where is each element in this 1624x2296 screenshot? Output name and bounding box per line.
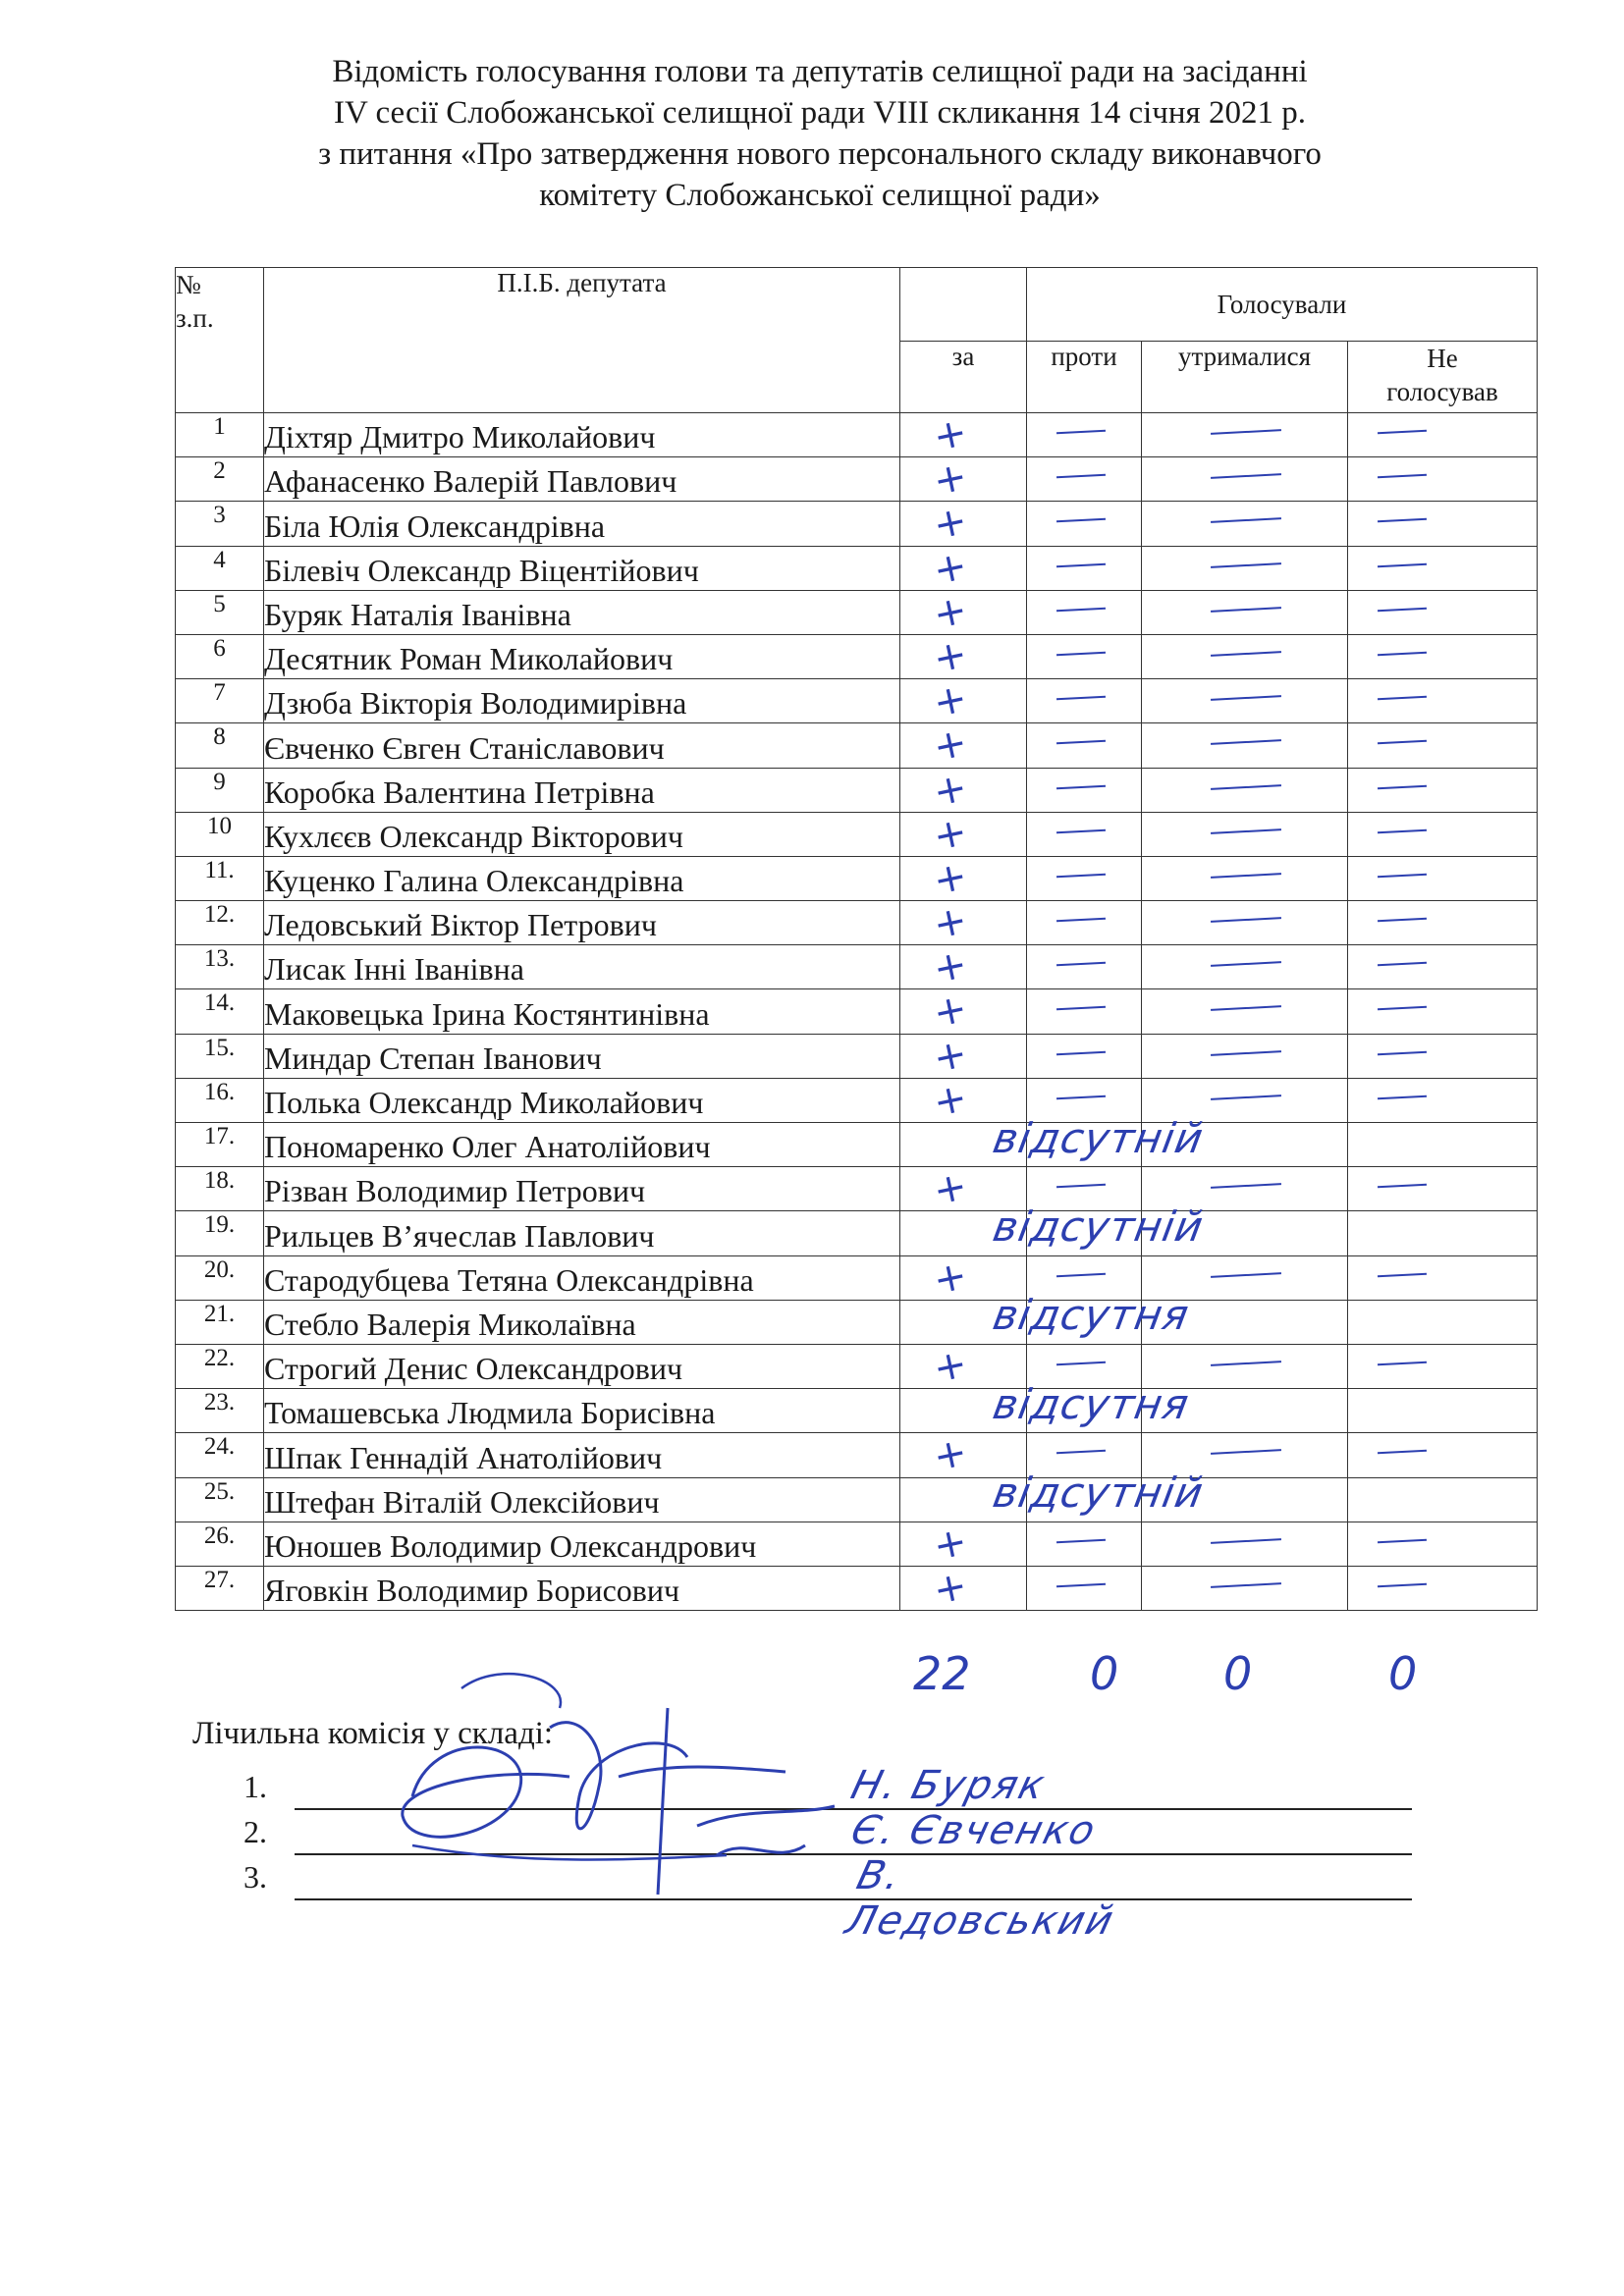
- member-number: 2.: [244, 1814, 267, 1849]
- dash-mark: [1378, 1184, 1427, 1189]
- deputy-name: Строгий Денис Олександрович: [264, 1344, 900, 1388]
- vote-against-cell: [1027, 768, 1142, 812]
- dash-mark: [1056, 918, 1106, 923]
- title-line-4: комітету Слобожанської селищної ради»: [539, 178, 1101, 213]
- vote-abstained-cell: [1142, 901, 1348, 945]
- vote-abstained-cell: [1142, 768, 1348, 812]
- dash-mark: [1211, 784, 1281, 790]
- vote-abstained-cell: [1142, 413, 1348, 457]
- header-number-text: № з.п.: [176, 270, 214, 333]
- row-number: 13.: [176, 945, 264, 989]
- dash-mark: [1378, 652, 1427, 657]
- plus-mark: +: [929, 1030, 971, 1082]
- vote-abstained-cell: [1142, 856, 1348, 900]
- dash-mark: [1211, 429, 1281, 435]
- row-number: 12.: [176, 901, 264, 945]
- table-row: [176, 945, 1538, 989]
- dash-mark: [1056, 1006, 1106, 1011]
- vote-abstained-cell: [1142, 1522, 1348, 1566]
- dash-mark: [1378, 1362, 1427, 1366]
- vote-abstained-cell: [1142, 679, 1348, 723]
- plus-mark: +: [929, 542, 971, 594]
- vote-not-voted-cell: [1348, 546, 1538, 590]
- row-number: 27.: [176, 1566, 264, 1610]
- dash-mark: [1211, 1449, 1281, 1455]
- total-abstained: 0: [1223, 1647, 1253, 1700]
- deputy-name: Діхтяр Дмитро Миколайович: [264, 413, 900, 457]
- dash-mark: [1378, 1272, 1427, 1277]
- header-voted: Голосували: [1027, 268, 1538, 342]
- header-blank: [900, 268, 1027, 342]
- row-number: 21.: [176, 1300, 264, 1344]
- deputy-name: Стародубцева Тетяна Олександрівна: [264, 1255, 900, 1300]
- dash-mark: [1378, 696, 1427, 701]
- row-number: 8: [176, 723, 264, 768]
- title-line-1: Відомість голосування голови та депутатів селищної ради на засіданні: [332, 54, 1308, 89]
- deputy-name: Юношев Володимир Олександрович: [264, 1522, 900, 1566]
- vote-not-voted-cell: [1348, 1344, 1538, 1388]
- plus-mark: +: [929, 1562, 971, 1614]
- deputy-name: Лисак Інні Іванівна: [264, 945, 900, 989]
- table-row: [176, 546, 1538, 590]
- dash-mark: [1378, 430, 1427, 435]
- plus-mark: +: [929, 941, 971, 993]
- vote-abstained-cell: [1142, 1566, 1348, 1610]
- vote-abstained-cell: [1142, 945, 1348, 989]
- vote-abstained-cell: [1142, 812, 1348, 856]
- row-number: 2: [176, 457, 264, 502]
- vote-for-cell: [900, 941, 1027, 993]
- vote-against-cell: [1027, 1566, 1142, 1610]
- vote-not-voted-cell: [1348, 989, 1538, 1034]
- absent-note: відсутній: [989, 1201, 1208, 1251]
- deputy-name: Маковецька Ірина Костянтинівна: [264, 989, 900, 1034]
- vote-not-voted-cell: [1348, 1078, 1538, 1122]
- vote-for-cell: [900, 675, 1027, 727]
- dash-mark: [1056, 430, 1106, 435]
- dash-mark: [1378, 1006, 1427, 1011]
- plus-mark: +: [929, 764, 971, 816]
- vote-not-voted-cell: [1348, 679, 1538, 723]
- dash-mark: [1211, 1538, 1281, 1544]
- total-against: 0: [1090, 1647, 1119, 1700]
- table-row: [176, 723, 1538, 768]
- deputy-name: Полька Олександр Миколайович: [264, 1078, 900, 1122]
- voting-table: [175, 267, 1538, 1614]
- vote-against-cell: [1027, 457, 1142, 502]
- total-not-voted: 0: [1388, 1647, 1418, 1700]
- vote-against-cell: [1027, 812, 1142, 856]
- row-number: 23.: [176, 1389, 264, 1433]
- vote-for-cell: [900, 1562, 1027, 1614]
- dash-mark: [1056, 1538, 1106, 1543]
- title-line-2: IV сесії Слобожанської селищної ради VIII скликання 14 січня 2021 р.: [334, 95, 1306, 131]
- plus-mark: +: [929, 808, 971, 860]
- row-number: 20.: [176, 1255, 264, 1300]
- row-number: 10: [176, 812, 264, 856]
- dash-mark: [1056, 1583, 1106, 1588]
- row-number: 7: [176, 679, 264, 723]
- vote-abstained-cell: [1142, 590, 1348, 634]
- vote-for-cell: [900, 409, 1027, 460]
- dash-mark: [1211, 917, 1281, 923]
- dash-mark: [1056, 474, 1106, 479]
- header-not-voted-text: Не голосував: [1386, 344, 1498, 406]
- plus-mark: +: [929, 1429, 971, 1481]
- row-number: 25.: [176, 1477, 264, 1522]
- vote-not-voted-cell: [1348, 1477, 1538, 1522]
- deputy-name: Штефан Віталій Олексійович: [264, 1477, 900, 1522]
- row-number: 3: [176, 502, 264, 546]
- header-against: проти: [1027, 342, 1142, 413]
- row-number: 22.: [176, 1344, 264, 1388]
- plus-mark: +: [929, 630, 971, 682]
- table-row: [176, 1389, 1538, 1433]
- row-number: 19.: [176, 1211, 264, 1255]
- absent-note: відсутня: [989, 1291, 1193, 1340]
- dash-mark: [1211, 607, 1281, 613]
- vote-for-cell: [900, 630, 1027, 682]
- plus-mark: +: [929, 454, 971, 506]
- dash-mark: [1056, 1184, 1106, 1189]
- row-number: 17.: [176, 1123, 264, 1167]
- dash-mark: [1211, 695, 1281, 701]
- vote-against-cell: [1027, 502, 1142, 546]
- deputy-name: Пономаренко Олег Анатолійович: [264, 1123, 900, 1167]
- vote-not-voted-cell: [1348, 502, 1538, 546]
- deputy-name: Різван Володимир Петрович: [264, 1167, 900, 1211]
- table-row: [176, 1300, 1538, 1344]
- row-number: 26.: [176, 1522, 264, 1566]
- vote-for-cell: [900, 1518, 1027, 1570]
- row-number: 6: [176, 634, 264, 678]
- deputy-name: Білевіч Олександр Віцентійович: [264, 546, 900, 590]
- vote-not-voted-cell: [1348, 856, 1538, 900]
- dash-mark: [1056, 784, 1106, 789]
- table-row: [176, 413, 1538, 457]
- dash-mark: [1378, 828, 1427, 833]
- dash-mark: [1211, 1582, 1281, 1588]
- vote-not-voted-cell: [1348, 413, 1538, 457]
- plus-mark: +: [929, 1163, 971, 1215]
- vote-not-voted-cell: [1348, 812, 1538, 856]
- dash-mark: [1056, 1272, 1106, 1277]
- vote-not-voted-cell: [1348, 1433, 1538, 1477]
- table-row: [176, 590, 1538, 634]
- dash-mark: [1056, 1050, 1106, 1055]
- deputy-name: Буряк Наталія Іванівна: [264, 590, 900, 634]
- vote-for-cell: [900, 720, 1027, 772]
- deputy-name: Томашевська Людмила Борисівна: [264, 1389, 900, 1433]
- table-row: [176, 1167, 1538, 1211]
- dash-mark: [1378, 562, 1427, 567]
- table-row: [176, 1123, 1538, 1167]
- vote-for-cell: [900, 1030, 1027, 1082]
- header-for: за: [900, 342, 1027, 413]
- plus-mark: +: [929, 720, 971, 772]
- table-row: [176, 989, 1538, 1034]
- table-row: [176, 679, 1538, 723]
- dash-mark: [1378, 607, 1427, 612]
- dash-mark: [1378, 740, 1427, 745]
- row-number: 9: [176, 768, 264, 812]
- plus-mark: +: [929, 586, 971, 638]
- header-name: П.І.Б. депутата: [264, 268, 900, 413]
- commission-label: Лічильна комісія у складі:: [192, 1716, 554, 1751]
- vote-for-cell: [900, 586, 1027, 638]
- deputy-name: Ледовський Віктор Петрович: [264, 901, 900, 945]
- dash-mark: [1056, 828, 1106, 833]
- dash-mark: [1378, 784, 1427, 789]
- member-name: Н. Буряк: [846, 1763, 1051, 1808]
- dash-mark: [1378, 474, 1427, 479]
- dash-mark: [1211, 1095, 1281, 1100]
- vote-against-cell: [1027, 590, 1142, 634]
- table-row: [176, 856, 1538, 900]
- dash-mark: [1211, 739, 1281, 745]
- table-row: [176, 768, 1538, 812]
- plus-mark: +: [929, 1252, 971, 1304]
- dash-mark: [1056, 740, 1106, 745]
- row-number: 18.: [176, 1167, 264, 1211]
- dash-mark: [1378, 1583, 1427, 1588]
- vote-for-cell: [900, 986, 1027, 1038]
- handwritten-signatures: [373, 1669, 923, 1914]
- row-number: 16.: [176, 1078, 264, 1122]
- vote-for-cell: [900, 454, 1027, 506]
- deputy-name: Кухлєєв Олександр Вікторович: [264, 812, 900, 856]
- row-number: 11.: [176, 856, 264, 900]
- vote-for-cell: [900, 852, 1027, 904]
- dash-mark: [1378, 518, 1427, 523]
- table-row: [176, 502, 1538, 546]
- dash-mark: [1378, 962, 1427, 967]
- dash-mark: [1211, 1183, 1281, 1189]
- plus-mark: +: [929, 1340, 971, 1392]
- deputy-name: Куценко Галина Олександрівна: [264, 856, 900, 900]
- deputy-name: Біла Юлія Олександрівна: [264, 502, 900, 546]
- vote-not-voted-cell: [1348, 1389, 1538, 1433]
- member-name: Є. Євченко: [846, 1808, 1102, 1853]
- table-row: [176, 1433, 1538, 1477]
- dash-mark: [1378, 1450, 1427, 1455]
- dash-mark: [1378, 1095, 1427, 1100]
- dash-mark: [1211, 651, 1281, 657]
- vote-abstained-cell: [1142, 546, 1348, 590]
- dash-mark: [1056, 696, 1106, 701]
- plus-mark: +: [929, 1518, 971, 1570]
- dash-mark: [1211, 873, 1281, 879]
- header-number: [176, 268, 264, 413]
- dash-mark: [1211, 961, 1281, 967]
- vote-not-voted-cell: [1348, 634, 1538, 678]
- dash-mark: [1056, 962, 1106, 967]
- deputy-name: Яговкін Володимир Борисович: [264, 1566, 900, 1610]
- member-number: 3.: [244, 1859, 267, 1895]
- absent-note: відсутня: [989, 1379, 1193, 1428]
- vote-for-cell: [900, 542, 1027, 594]
- vote-for-cell: [900, 764, 1027, 816]
- voting-table-body: [176, 409, 1538, 1614]
- deputy-name: Дзюба Вікторія Володимирівна: [264, 679, 900, 723]
- row-number: 14.: [176, 989, 264, 1034]
- plus-mark: +: [929, 675, 971, 727]
- title-line-3: з питання «Про затвердження нового персонального складу виконавчого: [318, 136, 1322, 172]
- plus-mark: +: [929, 409, 971, 460]
- deputy-name: Миндар Степан Іванович: [264, 1034, 900, 1078]
- plus-mark: +: [929, 986, 971, 1038]
- absent-note: відсутній: [989, 1468, 1208, 1517]
- row-number: 4: [176, 546, 264, 590]
- vote-not-voted-cell: [1348, 945, 1538, 989]
- vote-abstained-cell: [1142, 723, 1348, 768]
- vote-not-voted-cell: [1348, 1522, 1538, 1566]
- table-row: [176, 634, 1538, 678]
- dash-mark: [1056, 652, 1106, 657]
- plus-mark: +: [929, 498, 971, 550]
- plus-mark: +: [929, 852, 971, 904]
- deputy-name: Рильцев В’ячеслав Павлович: [264, 1211, 900, 1255]
- vote-not-voted-cell: [1348, 1167, 1538, 1211]
- row-number: 5: [176, 590, 264, 634]
- vote-for-cell: [900, 897, 1027, 949]
- vote-not-voted-cell: [1348, 1566, 1538, 1610]
- vote-against-cell: [1027, 901, 1142, 945]
- vote-against-cell: [1027, 413, 1142, 457]
- vote-not-voted-cell: [1348, 590, 1538, 634]
- table-row: [176, 1078, 1538, 1122]
- dash-mark: [1056, 1362, 1106, 1366]
- header-not-voted: [1348, 342, 1538, 413]
- vote-against-cell: [1027, 723, 1142, 768]
- table-row: [176, 1255, 1538, 1300]
- row-number: 1: [176, 413, 264, 457]
- dash-mark: [1211, 828, 1281, 834]
- dash-mark: [1211, 473, 1281, 479]
- vote-against-cell: [1027, 546, 1142, 590]
- table-row: [176, 1477, 1538, 1522]
- vote-not-voted-cell: [1348, 1300, 1538, 1344]
- deputy-name: Стебло Валерія Миколаївна: [264, 1300, 900, 1344]
- table-row: [176, 1566, 1538, 1610]
- deputy-name: Шпак Геннадій Анатолійович: [264, 1433, 900, 1477]
- member-name: В. Ледовський: [840, 1853, 1120, 1944]
- deputy-name: Євченко Євген Станіславович: [264, 723, 900, 768]
- member-number: 1.: [244, 1769, 267, 1804]
- vote-for-cell: [900, 808, 1027, 860]
- vote-not-voted-cell: [1348, 1123, 1538, 1167]
- dash-mark: [1211, 1050, 1281, 1056]
- row-number: 24.: [176, 1433, 264, 1477]
- vote-not-voted-cell: [1348, 901, 1538, 945]
- table-row: [176, 1211, 1538, 1255]
- total-for: 22: [913, 1647, 971, 1700]
- dash-mark: [1211, 1272, 1281, 1278]
- plus-mark: +: [929, 1074, 971, 1126]
- dash-mark: [1056, 1095, 1106, 1100]
- plus-mark: +: [929, 897, 971, 949]
- vote-against-cell: [1027, 634, 1142, 678]
- dash-mark: [1378, 874, 1427, 879]
- dash-mark: [1378, 1050, 1427, 1055]
- table-row: [176, 901, 1538, 945]
- dash-mark: [1211, 1006, 1281, 1012]
- dash-mark: [1056, 518, 1106, 523]
- deputy-name: Афанасенко Валерій Павлович: [264, 457, 900, 502]
- vote-not-voted-cell: [1348, 1211, 1538, 1255]
- dash-mark: [1056, 562, 1106, 567]
- dash-mark: [1211, 562, 1281, 568]
- vote-not-voted-cell: [1348, 723, 1538, 768]
- vote-not-voted-cell: [1348, 1034, 1538, 1078]
- dash-mark: [1378, 918, 1427, 923]
- dash-mark: [1378, 1538, 1427, 1543]
- absent-note: відсутній: [989, 1113, 1208, 1162]
- table-row: [176, 1034, 1538, 1078]
- row-number: 15.: [176, 1034, 264, 1078]
- table-row: [176, 1344, 1538, 1388]
- document-title: [172, 51, 1468, 216]
- dash-mark: [1056, 607, 1106, 612]
- vote-against-cell: [1027, 679, 1142, 723]
- vote-against-cell: [1027, 945, 1142, 989]
- table-row: [176, 1522, 1538, 1566]
- vote-for-cell: [900, 498, 1027, 550]
- table-row: [176, 457, 1538, 502]
- table-row: [176, 812, 1538, 856]
- vote-not-voted-cell: [1348, 768, 1538, 812]
- dash-mark: [1056, 1450, 1106, 1455]
- vote-abstained-cell: [1142, 989, 1348, 1034]
- header-abstained: утрималися: [1142, 342, 1348, 413]
- vote-against-cell: [1027, 1522, 1142, 1566]
- vote-against-cell: [1027, 989, 1142, 1034]
- vote-not-voted-cell: [1348, 1255, 1538, 1300]
- vote-against-cell: [1027, 856, 1142, 900]
- deputy-name: Коробка Валентина Петрівна: [264, 768, 900, 812]
- vote-against-cell: [1027, 1034, 1142, 1078]
- vote-not-voted-cell: [1348, 457, 1538, 502]
- dash-mark: [1056, 874, 1106, 879]
- vote-abstained-cell: [1142, 634, 1348, 678]
- vote-abstained-cell: [1142, 502, 1348, 546]
- dash-mark: [1211, 517, 1281, 523]
- deputy-name: Десятник Роман Миколайович: [264, 634, 900, 678]
- vote-abstained-cell: [1142, 457, 1348, 502]
- vote-abstained-cell: [1142, 1034, 1348, 1078]
- dash-mark: [1211, 1361, 1281, 1366]
